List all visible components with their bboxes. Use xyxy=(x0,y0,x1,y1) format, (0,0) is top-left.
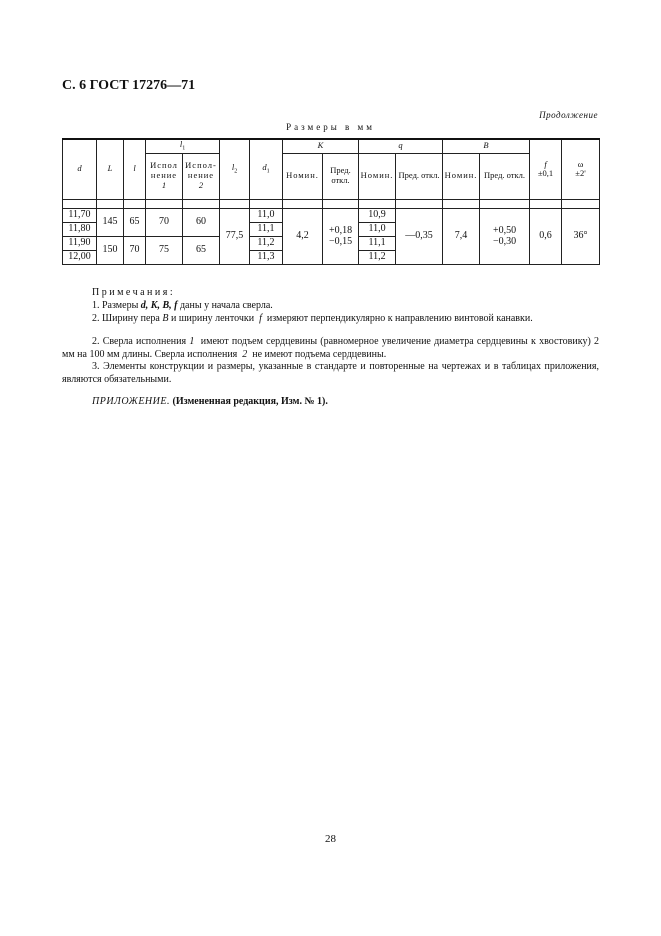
cell-K-nom: 4,2 xyxy=(283,208,323,264)
cell-d: 11,80 xyxy=(63,222,97,236)
units-caption: Размеры в мм xyxy=(286,122,375,132)
header-B-nom: Номин. xyxy=(443,153,480,199)
cell-d1: 11,0 xyxy=(250,208,283,222)
header-exec-1: Испол нение 1 xyxy=(146,153,183,199)
header-B: B xyxy=(443,139,530,153)
dimensions-table xyxy=(62,138,600,265)
cell-L: 145 xyxy=(97,208,124,236)
cell-f: 0,6 xyxy=(530,208,562,264)
cell-omega: 36° xyxy=(562,208,600,264)
note-1: 1. Размеры d, K, B, f даны у начала сверла. xyxy=(92,300,273,311)
header-exec-2: Испол-нение 2 xyxy=(183,153,220,199)
header-K: K xyxy=(283,139,359,153)
cell-d1: 11,2 xyxy=(250,236,283,250)
cell-d: 12,00 xyxy=(63,250,97,264)
cell-q-dev: —0,35 xyxy=(396,208,443,264)
notes-title: Примечания: xyxy=(92,287,176,298)
cell-l: 70 xyxy=(124,236,146,264)
cell-d1: 11,3 xyxy=(250,250,283,264)
page-number: 28 xyxy=(325,833,336,845)
note-2a: 2. Ширину пера B и ширину ленточки f измеряют перпендикулярно к направлению винтовой канавки. xyxy=(92,313,533,324)
cell-B-dev: +0,50 −0,30 xyxy=(480,208,530,264)
cell-q: 11,1 xyxy=(359,236,396,250)
note-3: 3. Элементы конструкции и размеры, указанные в стандарте и повторенные на чертежах и в таблицах приложения, являются обязательными. xyxy=(62,361,599,385)
header-q: q xyxy=(359,139,443,153)
cell-L: 150 xyxy=(97,236,124,264)
header-K-dev: Пред. откл. xyxy=(323,153,359,199)
document-header: С. 6 ГОСТ 17276—71 xyxy=(62,78,196,93)
header-l1: $l_1$ xyxy=(146,139,220,153)
cell-q: 11,2 xyxy=(359,250,396,264)
header-L: L xyxy=(97,139,124,199)
cell-l: 65 xyxy=(124,208,146,236)
header-K-nom: Номин. xyxy=(283,153,323,199)
header-q-nom: Номин. xyxy=(359,153,396,199)
cell-B-nom: 7,4 xyxy=(443,208,480,264)
cell-q: 11,0 xyxy=(359,222,396,236)
header-d: d xyxy=(63,139,97,199)
cell-l1-exec1: 70 xyxy=(146,208,183,236)
cell-l1-exec2: 60 xyxy=(183,208,220,236)
header-d1: $d_1$ xyxy=(250,139,283,199)
cell-K-dev: +0,18 −0,15 xyxy=(323,208,359,264)
header-f: f ±0,1 xyxy=(530,139,562,199)
cell-l2: 77,5 xyxy=(220,208,250,264)
continued-label: Продолжение xyxy=(539,110,598,120)
header-l2: $l_2$ xyxy=(220,139,250,199)
cell-d: 11,90 xyxy=(63,236,97,250)
appendix-note: ПРИЛОЖЕНИЕ. (Измененная редакция, Изм. № 1). xyxy=(92,396,328,407)
cell-d1: 11,1 xyxy=(250,222,283,236)
header-omega: ω ±2' xyxy=(562,139,600,199)
notes-block xyxy=(92,286,533,325)
cell-l1-exec2: 65 xyxy=(183,236,220,264)
header-l: l xyxy=(124,139,146,199)
cell-d: 11,70 xyxy=(63,208,97,222)
cell-l1-exec1: 75 xyxy=(146,236,183,264)
header-B-dev: Пред. откл. xyxy=(480,153,530,199)
cell-q: 10,9 xyxy=(359,208,396,222)
note-2b: 2. Сверла исполнения 1 имеют подъем сердцевины (равномерное увеличение диаметра сердцевины к хвостовику) 2 мм на 100 мм длины. Сверла исполнения 2 не имеют подъема сердцевины. xyxy=(62,336,600,360)
header-q-dev: Пред. откл. xyxy=(396,153,443,199)
